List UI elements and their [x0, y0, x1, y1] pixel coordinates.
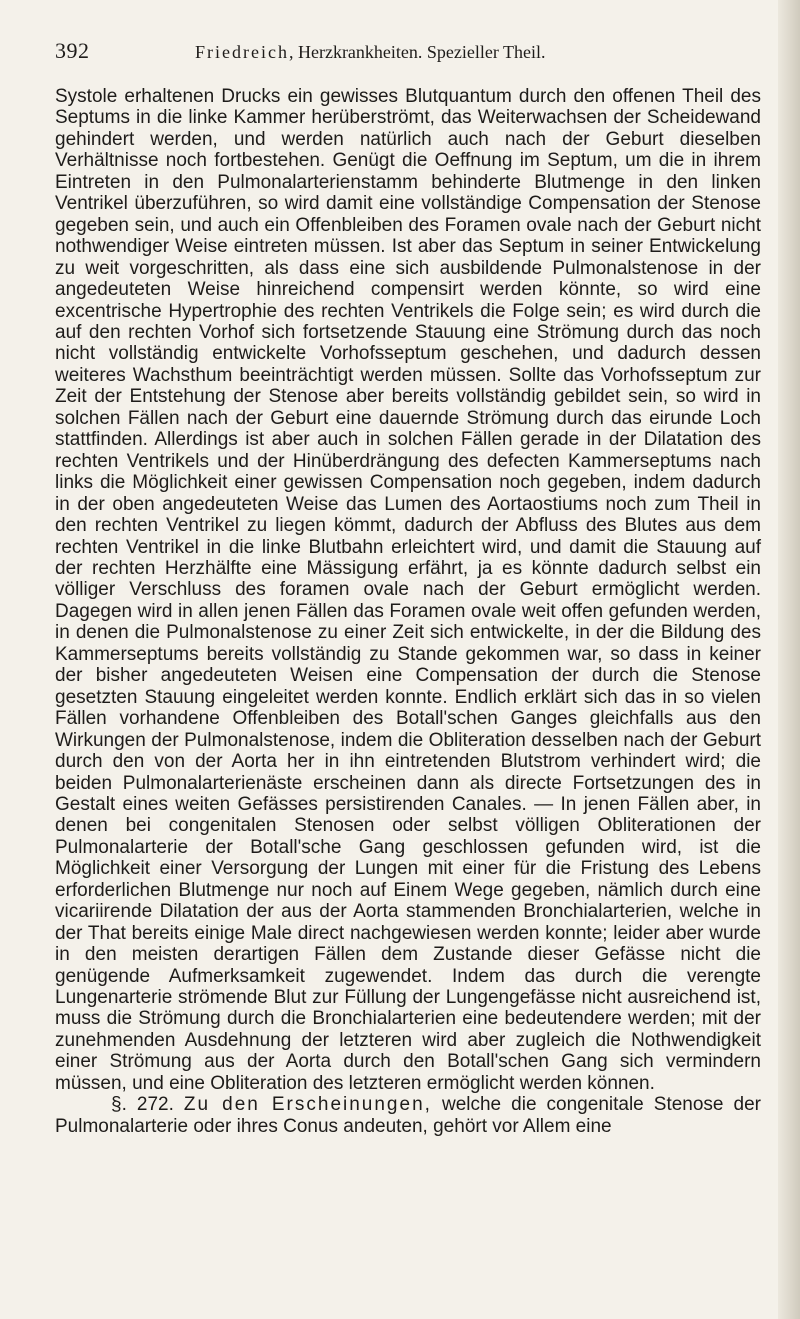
page-number: 392 — [55, 38, 90, 63]
page-edge-shadow — [778, 0, 800, 1319]
section-number: §. 272. — [111, 1094, 174, 1116]
running-head-author: Friedreich — [195, 42, 289, 62]
running-head-title — [195, 42, 546, 63]
section-paragraph — [55, 1094, 761, 1137]
paragraph: Systole erhaltenen Drucks ein gewisses Blutquantum durch den offenen Theil des Septums in die linke Kammer herüberströmt, das Weiterwachsen der Scheidewand gehindert werden, und werden natürlich auch nach der Geburt dieselben Verhältnisse noch fortbestehen. Genügt die Oeffnung im Septum, um die in ihrem Eintreten in den Pulmonalarterienstamm behinderte Blutmenge in den linken Ventrikel überzuführen, so wird damit eine vollständige Compensation der Stenose gegeben sein, und auch ein Offenbleiben des Foramen ovale nach der Geburt nicht nothwendiger Weise eintreten müssen. Ist aber das Septum in seiner Entwickelung zu weit vorgeschritten, als dass eine sich ausbildende Pulmonalstenose in der angedeuteten Weise hinreichend compensirt werden könnte, so wird eine excentrische Hypertrophie des rechten Ventrikels die Folge sein; es wird durch die auf den rechten Vorhof sich fortsetzende Stauung eine Strömung durch das noch nicht vollständig entwickelte Vorhofsseptum geschehen, und dadurch dessen weiteres Wachsthum beeinträchtigt werden müssen. Sollte das Vorhofsseptum zur Zeit der Entstehung der Stenose aber bereits vollständig gebildet sein, so wird in solchen Fällen nach der Geburt eine dauernde Strömung durch das eirunde Loch stattfinden. Allerdings ist aber auch in solchen Fällen gerade in der Dilatation des rechten Ventrikels und der Hinüberdrängung des defecten Kammerseptums nach links die Möglichkeit einer gewissen Compensation noch gegeben, indem dadurch in der oben angedeuteten Weise das Lumen des Aortaostiums noch zum Theil in den rechten Ventrikel zu liegen kömmt, dadurch der Abfluss des Blutes aus dem rechten Ventrikel in die linke Blutbahn erleichtert wird, und damit die Stauung auf der rechten Herzhälfte eine Mässigung erfährt, ja es könnte dadurch selbst ein völliger Verschluss des foramen ovale nach der Geburt ermöglicht werden. Dagegen wird in allen jenen Fällen das Foramen ovale weit offen gefunden werden, in denen die Pulmonalstenose zu einer Zeit sich entwickelte, in der die Bildung des Kammerseptums bereits vollständig zu Stande gekommen war, so dass in keiner der bisher angedeuteten Weisen eine Compensation der durch die Stenose gesetzten Stauung eingeleitet werden konnte. Endlich erklärt sich das in so vielen Fällen vorhandene Offenbleiben des Botall'schen Ganges gleichfalls aus den Wirkungen der Pulmonalstenose, indem die Obliteration desselben nach der Geburt durch den von der Aorta her in ihn eintretenden Blutstrom verhindert wird; die beiden Pulmonalarterienäste erscheinen dann als directe Fortsetzungen des in Gestalt eines weiten Gefässes persistirenden Canales. — In jenen Fällen aber, in denen bei congenitalen Stenosen oder selbst völligen Obliterationen der Pulmonalarterie der Botall'sche Gang geschlossen gefunden wird, ist die Möglichkeit einer Versorgung der Lungen mit einer für die Fristung des Lebens erforderlichen Blutmenge nur noch auf Einem Wege gegeben, nämlich durch eine vicariirende Dilatation der aus der Aorta stammenden Bronchialarterien, welche in der That bereits einige Male direct nachgewiesen werden konnte; leider aber wurde in den meisten derartigen Fällen dem Zustande dieser Gefässe nicht die genügende Aufmerksamkeit zugewendet. Indem das durch die verengte Lungenarterie strömende Blut zur Füllung der Lungengefässe nicht ausreichend ist, muss die Strömung durch die Bronchialarterien eine bedeutendere werden; mit der zunehmenden Ausdehnung der letzteren wird aber zugleich die Nothwendigkeit einer Strömung aus der Aorta durch den Botall'schen Gang sich vermindern müssen, und eine Obliteration des letzteren ermöglicht werden können. — [55, 86, 761, 1094]
body-text — [55, 86, 761, 1137]
section-heading: Zu den Erscheinungen, — [183, 1094, 432, 1116]
running-header — [55, 38, 755, 68]
section-paragraph-text: welche die congenitale Stenose der Pulmonalarterie oder ihres Conus andeuten, gehört vor Allem eine — [55, 1094, 762, 1137]
running-head-subject: , Herzkrankheiten. Spezieller Theil. — [288, 42, 546, 62]
